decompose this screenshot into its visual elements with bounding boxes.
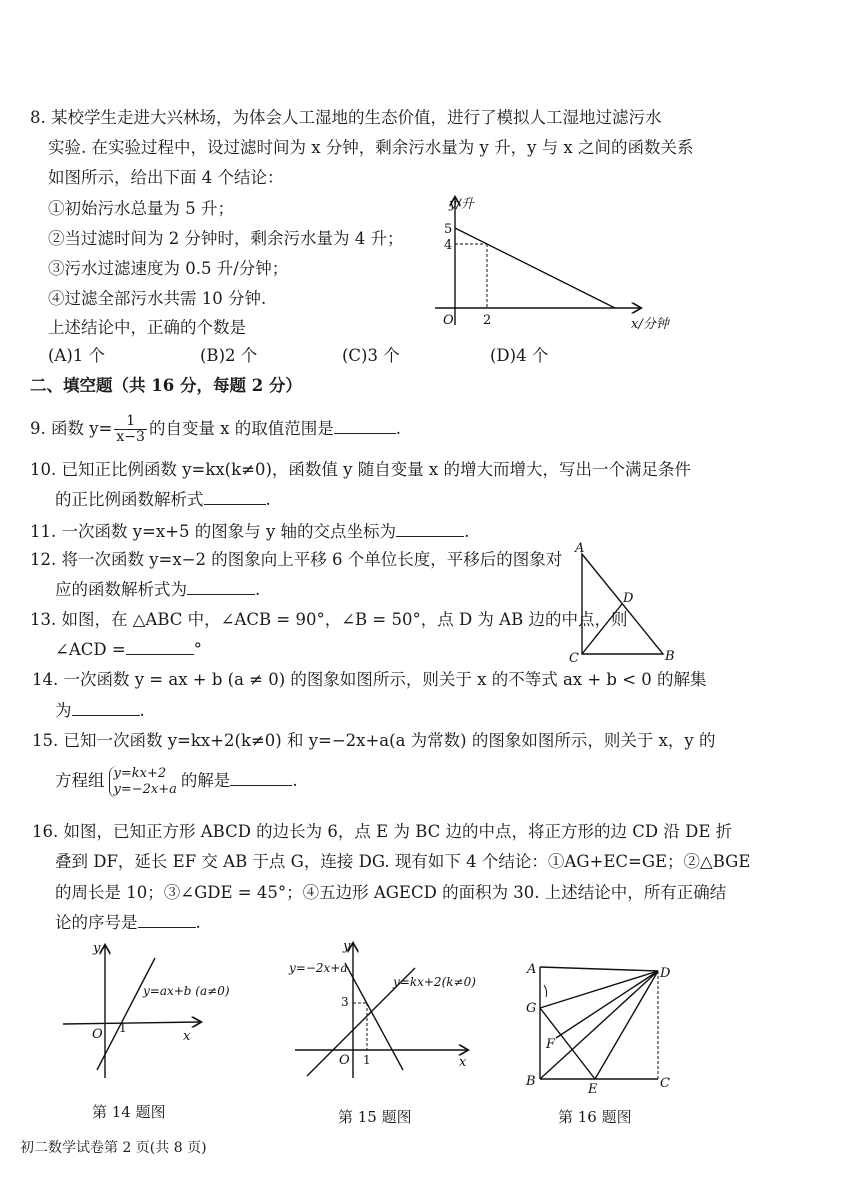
figure-14: [55, 938, 255, 1088]
q16-line4: 论的序号是 .: [55, 913, 201, 932]
q16-text: 论的序号是: [55, 913, 138, 932]
q13-label-b: B: [665, 649, 675, 664]
q9: 9. 函数 y= $\frac{1}{x-3}$ 的自变量 x 的取值范围是 .: [30, 413, 401, 445]
q15-suffix: 的解是: [180, 771, 231, 790]
q10-text: 的正比例函数解析式: [55, 490, 204, 509]
q14-line1: 14. 一次函数 y = ax + b (a ≠ 0) 的图象如图所示，则关于 x 的不等式 ax + b < 0 的解集: [32, 670, 707, 689]
q13-triangle-figure: [565, 538, 685, 668]
q13-label-a: A: [575, 541, 585, 556]
segment-bd: [540, 971, 658, 1079]
q11-answer-blank[interactable]: [396, 522, 464, 537]
q9-suffix: 的自变量 x 的取值范围是: [148, 419, 334, 438]
q9-denominator: x−3: [116, 429, 145, 445]
angle-mark: [544, 985, 547, 997]
fig14-x-axis: [63, 1022, 200, 1024]
fig16-label-b: B: [526, 1074, 536, 1089]
q13-text: ∠ACD =: [55, 640, 126, 659]
q8-line3: 如图所示，给出下面 4 个结论：: [48, 168, 284, 187]
fig16-label-d: D: [660, 966, 671, 981]
q9-answer-blank[interactable]: [334, 419, 396, 434]
figure-15: [285, 938, 485, 1088]
q14-answer-blank[interactable]: [72, 701, 140, 716]
q8-question: 上述结论中，正确的个数是: [48, 318, 246, 337]
q14-text: 为: [55, 701, 72, 720]
figure-16: [520, 955, 680, 1095]
q8-option-a: (A)1 个: [48, 346, 106, 365]
q10-line2: 的正比例函数解析式 .: [55, 490, 271, 509]
q15-line1: 15. 已知一次函数 y=kx+2(k≠0) 和 y=−2x+a(a 为常数) 的图象如图所示，则关于 x，y 的: [32, 731, 716, 750]
q8-conclusion-3: ③污水过滤速度为 0.5 升/分钟；: [48, 259, 289, 278]
q16-line3: 的周长是 10；③∠GDE = 45°；④五边形 AGECD 的面积为 30. 上述结论中，所有正确结: [55, 883, 727, 902]
fig16-label-a: A: [527, 962, 537, 977]
side-ad: [540, 967, 658, 971]
q15-answer-blank[interactable]: [230, 771, 292, 786]
q8-conclusion-4: ④过滤全部污水共需 10 分钟.: [48, 289, 267, 308]
q8-line2: 实验. 在实验过程中，设过滤时间为 x 分钟，剩余污水量为 y 升，y 与 x 之间的函数关系: [48, 138, 694, 157]
q11: 11. 一次函数 y=x+5 的图象与 y 轴的交点坐标为 .: [30, 522, 470, 541]
q8-option-b: (B)2 个: [200, 346, 258, 365]
q11-text: 11. 一次函数 y=x+5 的图象与 y 轴的交点坐标为: [30, 522, 397, 541]
q15-equation-system: [109, 766, 177, 798]
q8-tick-4: 4: [444, 238, 453, 253]
q13-label-c: C: [569, 651, 579, 666]
q15-equation-1: y=kx+2: [113, 765, 167, 781]
q13-degree: °: [193, 640, 202, 659]
fig15-tick-1: 1: [363, 1053, 371, 1067]
fig14-tick-1: 1: [119, 1021, 127, 1035]
q12-text: 应的函数解析式为: [55, 580, 187, 599]
q8-x-label: x/分钟: [631, 317, 669, 332]
q8-line1: 8. 某校学生走进大兴林场，为体会人工湿地的生态价值，进行了模拟人工湿地过滤污水: [30, 108, 662, 127]
q8-conclusion-2: ②当过滤时间为 2 分钟时，剩余污水量为 4 升；: [48, 229, 404, 248]
q10-answer-blank[interactable]: [204, 490, 266, 505]
q10-line1: 10. 已知正比例函数 y=kx(k≠0)，函数值 y 随自变量 x 的增大而增大，写出一个满足条件: [30, 460, 691, 479]
q9-fraction: [114, 414, 147, 445]
q8-origin: O: [443, 313, 454, 328]
fig15-label-1: y=−2x+a: [289, 961, 348, 975]
q8-conclusion-1: ①初始污水总量为 5 升；: [48, 199, 234, 218]
figure-15-caption: 第 15 题图: [338, 1108, 412, 1126]
q15-line2: 方程组 y=kx+2 y=−2x+a 的解是 .: [55, 765, 298, 797]
page-footer: 初二数学试卷第 2 页(共 8 页): [20, 1140, 207, 1156]
q15-equation-2: y=−2x+a: [113, 781, 177, 797]
section-2-title: 二、填空题（共 16 分，每题 2 分）: [30, 376, 302, 395]
q8-y-label: y/升: [449, 197, 474, 212]
q8-option-d: (D)4 个: [490, 346, 549, 365]
q8-line-segment: [455, 228, 615, 308]
q16-answer-blank[interactable]: [138, 913, 196, 928]
q15-prefix: 方程组: [55, 771, 105, 790]
q12-line1: 12. 将一次函数 y=x−2 的图象向上平移 6 个单位长度，平移后的图象对: [30, 550, 563, 569]
figure-14-caption: 第 14 题图: [92, 1103, 166, 1121]
fig16-label-f: F: [546, 1037, 556, 1052]
q8-option-c: (C)3 个: [342, 346, 400, 365]
fig14-y-label: y: [93, 941, 101, 956]
q14-line2: 为 .: [55, 701, 145, 720]
fig14-x-label: x: [183, 1029, 191, 1044]
q9-numerator: 1: [114, 414, 147, 430]
fig15-tick-3: 3: [341, 995, 349, 1009]
figure-16-caption: 第 16 题图: [558, 1108, 632, 1126]
q13-line1: 13. 如图，在 △ABC 中，∠ACB = 90°，∠B = 50°，点 D 为 AB 边的中点，则: [30, 610, 628, 629]
q9-prefix: 9. 函数 y=: [30, 419, 113, 438]
q12-answer-blank[interactable]: [187, 580, 255, 595]
q8-tick-2: 2: [483, 313, 492, 328]
q8-tick-5: 5: [444, 222, 453, 237]
segment-df: [556, 971, 658, 1038]
fig15-label-2: y=kx+2(k≠0): [393, 975, 476, 989]
q13-label-d: D: [623, 591, 634, 606]
q13-line2: [55, 640, 202, 660]
fig16-label-e: E: [588, 1082, 598, 1095]
fig15-origin: O: [339, 1053, 350, 1068]
q12-line2: 应的函数解析式为 .: [55, 580, 261, 599]
fig14-origin: O: [92, 1027, 103, 1042]
q13-answer-blank[interactable]: [126, 640, 194, 655]
q8-function-graph: [425, 190, 695, 340]
q16-line2: 叠到 DF，延长 EF 交 AB 于点 G，连接 DG. 现有如下 4 个结论：①AG+EC=GE；②△BGE: [55, 852, 751, 871]
fig16-label-g: G: [526, 1001, 537, 1016]
fig16-label-c: C: [660, 1076, 670, 1091]
fig14-line-label: y=ax+b (a≠0): [143, 984, 230, 998]
segment-cd: [582, 604, 622, 654]
q16-line1: 16. 如图，已知正方形 ABCD 的边长为 6，点 E 为 BC 边的中点，将正方形的边 CD 沿 DE 折: [32, 822, 733, 841]
fig15-y-label: y: [343, 939, 351, 954]
fig15-x-label: x: [459, 1055, 467, 1070]
